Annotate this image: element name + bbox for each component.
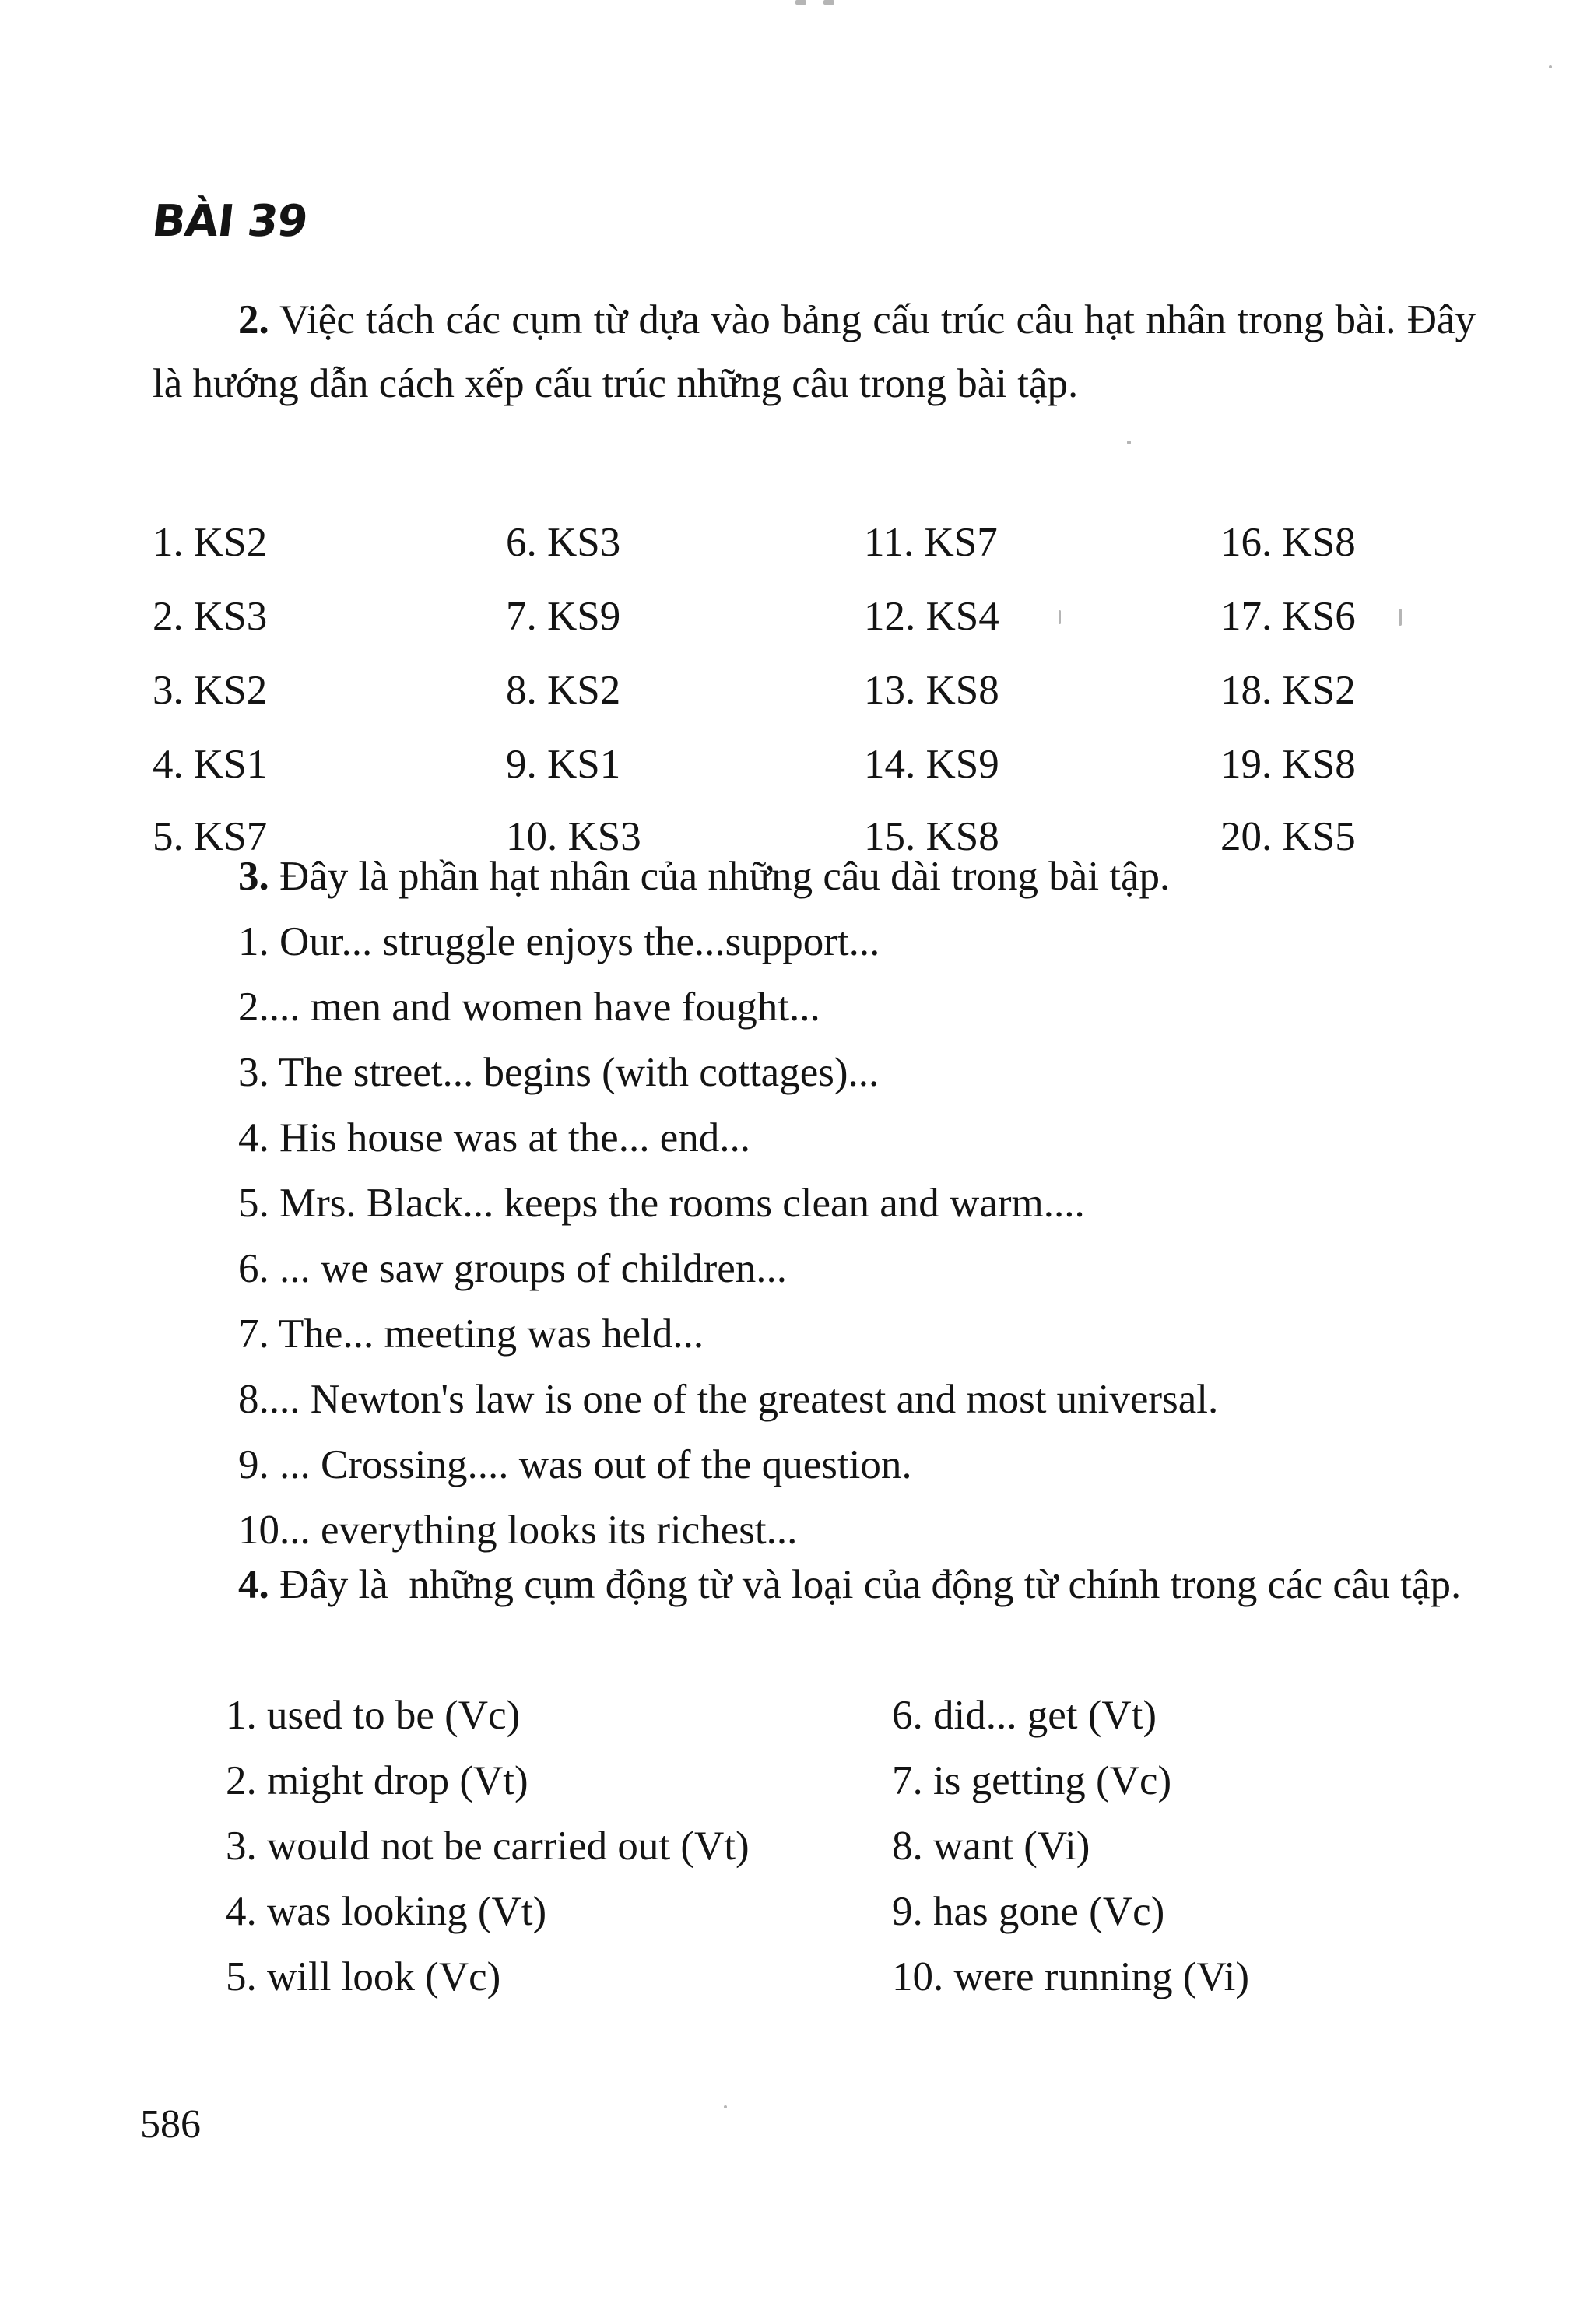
grid-cell: 1. KS2: [153, 520, 268, 565]
list-item: 2.... men and women have fought...: [238, 985, 820, 1030]
grid-cell: 13. KS8: [864, 668, 999, 713]
grid-cell: 20. KS5: [1220, 814, 1356, 859]
list-item: 1. Our... struggle enjoys the...support...: [238, 919, 880, 964]
list-item: 6. ... we saw groups of children...: [238, 1246, 788, 1291]
list-item: 5. will look (Vc): [226, 1954, 501, 1999]
section-4-text: Đây là những cụm động từ và loại của động từ chính trong các câu tập.: [279, 1562, 1462, 1607]
grid-cell: 12. KS4: [864, 594, 999, 639]
scan-speck: [823, 0, 834, 5]
list-item: 9. has gone (Vc): [892, 1889, 1165, 1934]
grid-cell: 19. KS8: [1220, 742, 1356, 787]
scan-speck: [1059, 610, 1061, 624]
section-3-intro: [238, 844, 1483, 908]
scan-speck: [1399, 609, 1402, 626]
section-3-number: 3.: [238, 854, 269, 899]
grid-cell: 18. KS2: [1220, 668, 1356, 713]
grid-cell: 8. KS2: [506, 668, 621, 713]
scan-speck: [795, 0, 806, 5]
section-2-intro: [153, 288, 1476, 416]
grid-cell: 10. KS3: [506, 814, 641, 859]
list-item: 8.... Newton's law is one of the greatest and most universal.: [238, 1377, 1219, 1422]
lesson-title: BÀI 39: [149, 196, 311, 247]
list-item: 9. ... Crossing.... was out of the question.: [238, 1442, 912, 1487]
list-item: 5. Mrs. Black... keeps the rooms clean and warm....: [238, 1181, 1085, 1226]
list-item: 7. The... meeting was held...: [238, 1311, 704, 1357]
list-item: 4. His house was at the... end...: [238, 1115, 750, 1160]
list-item: 2. might drop (Vt): [226, 1758, 528, 1803]
grid-cell: 17. KS6: [1220, 594, 1356, 639]
grid-cell: 11. KS7: [864, 520, 998, 565]
list-item: 10... everything looks its richest...: [238, 1508, 798, 1553]
section-3-text: Đây là phần hạt nhân của những câu dài trong bài tập.: [279, 854, 1171, 899]
grid-cell: 6. KS3: [506, 520, 621, 565]
grid-cell: 16. KS8: [1220, 520, 1356, 565]
grid-cell: 5. KS7: [153, 814, 268, 859]
scan-speck: [1127, 441, 1131, 444]
list-item: 3. The street... begins (with cottages)...: [238, 1050, 880, 1095]
list-item: 4. was looking (Vt): [226, 1889, 547, 1934]
section-2-text: Việc tách các cụm từ dựa vào bảng cấu trúc câu hạt nhân trong bài. Đây là hướng dẫn cách xếp cấu trúc những câu trong bài tập.: [153, 297, 1476, 406]
grid-cell: 15. KS8: [864, 814, 999, 859]
list-item: 6. did... get (Vt): [892, 1693, 1157, 1738]
list-item: 8. want (Vi): [892, 1824, 1090, 1869]
list-item: 1. used to be (Vc): [226, 1693, 521, 1738]
list-item: 10. were running (Vi): [892, 1954, 1249, 1999]
section-2-number: 2.: [238, 297, 269, 342]
grid-cell: 14. KS9: [864, 742, 999, 787]
grid-cell: 7. KS9: [506, 594, 621, 639]
grid-cell: 4. KS1: [153, 742, 268, 787]
list-item: 7. is getting (Vc): [892, 1758, 1172, 1803]
grid-cell: 9. KS1: [506, 742, 621, 787]
page-number: 586: [140, 2102, 201, 2147]
scan-speck: [724, 2105, 727, 2108]
grid-cell: 2. KS3: [153, 594, 268, 639]
list-item: 3. would not be carried out (Vt): [226, 1824, 750, 1869]
section-4-number: 4.: [238, 1562, 269, 1607]
scan-speck: [1549, 65, 1552, 68]
section-4-intro: [132, 1553, 1479, 1617]
grid-cell: 3. KS2: [153, 668, 268, 713]
